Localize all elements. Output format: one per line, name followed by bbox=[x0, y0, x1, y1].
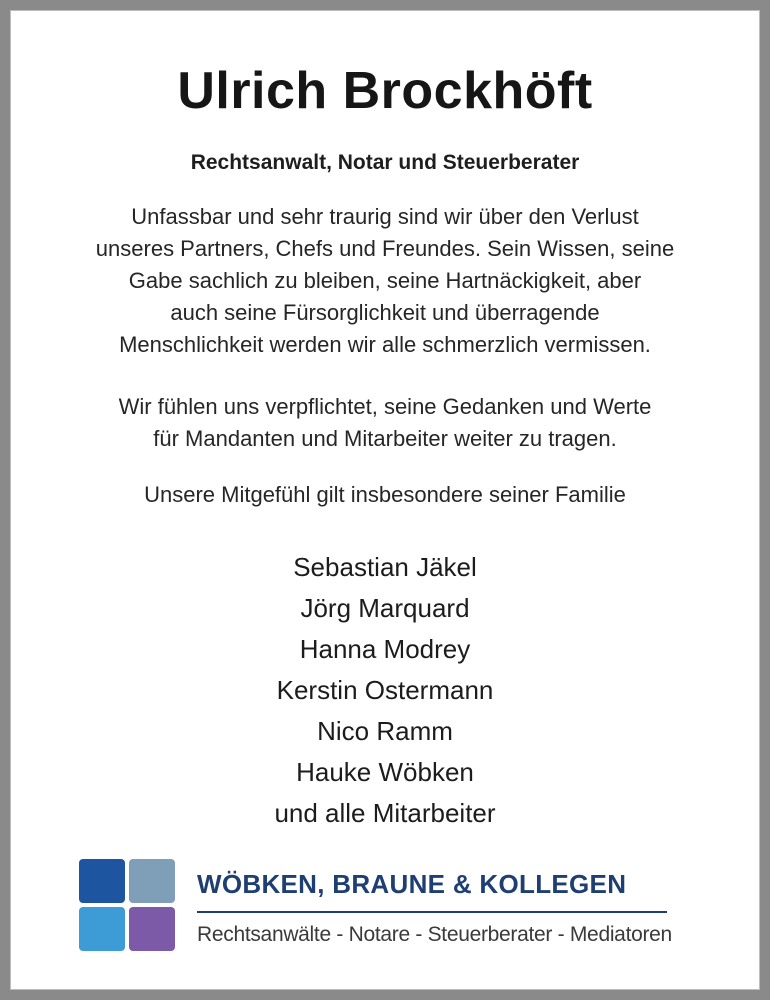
signatory: Hanna Modrey bbox=[299, 634, 471, 664]
text-line: Unfassbar und sehr traurig sind wir über den Verlust bbox=[131, 204, 639, 229]
text-line: Menschlichkeit werden wir alle schmerzlich vermissen. bbox=[119, 332, 651, 357]
condolence-paragraph-2 bbox=[31, 391, 739, 455]
text-line: Wir fühlen uns verpflichtet, seine Gedanken und Werte bbox=[118, 394, 652, 419]
firm-services: Rechtsanwälte - Notare - Steuerberater - Mediatoren bbox=[197, 923, 672, 946]
signatory: Jörg Marquard bbox=[300, 593, 470, 623]
signatory: Sebastian Jäkel bbox=[293, 552, 477, 582]
signatories-list bbox=[11, 547, 759, 834]
text-line: für Mandanten und Mitarbeiter weiter zu tragen. bbox=[153, 426, 617, 451]
condolence-paragraph-1 bbox=[31, 201, 739, 361]
firm-name: WÖBKEN, BRAUNE & KOLLEGEN bbox=[197, 869, 627, 899]
obituary-card bbox=[10, 10, 760, 990]
logo-square-dark-blue bbox=[79, 859, 125, 903]
signatory: Hauke Wöbken bbox=[296, 757, 474, 787]
text-line: Gabe sachlich zu bleiben, seine Hartnäckigkeit, aber bbox=[128, 268, 642, 293]
logo-divider bbox=[197, 911, 667, 913]
logo-square-gray-blue bbox=[129, 859, 175, 903]
signatory: Nico Ramm bbox=[317, 716, 453, 746]
logo-square-purple bbox=[129, 907, 175, 951]
text-line: auch seine Fürsorglichkeit und überragende bbox=[170, 300, 600, 325]
logo-square-light-blue bbox=[79, 907, 125, 951]
deceased-name: Ulrich Brockhöft bbox=[177, 62, 593, 120]
condolence-paragraph-3: Unsere Mitgefühl gilt insbesondere seiner Familie bbox=[144, 482, 626, 507]
text-line: unseres Partners, Chefs und Freundes. Sein Wissen, seine bbox=[95, 236, 675, 261]
signatory: und alle Mitarbeiter bbox=[274, 798, 496, 828]
signatory: Kerstin Ostermann bbox=[276, 675, 494, 705]
deceased-profession: Rechtsanwalt, Notar und Steuerberater bbox=[190, 151, 580, 174]
firm-logo bbox=[79, 859, 679, 959]
